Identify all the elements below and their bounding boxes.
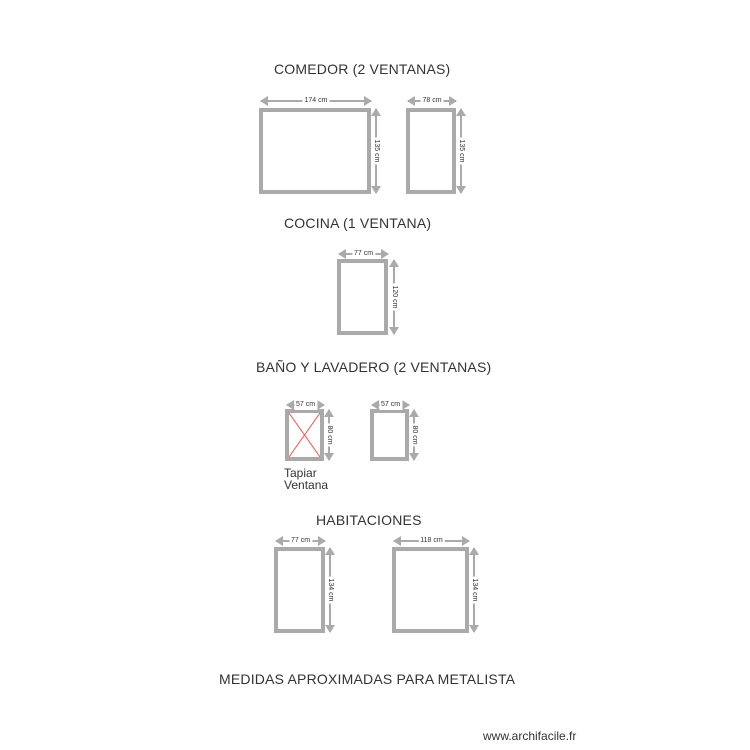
- dim-height-bano-2: [409, 410, 419, 460]
- dim-width-habitaciones-2: [394, 536, 469, 546]
- watermark: www.archifacile.fr: [483, 729, 577, 743]
- heading-habitaciones: HABITACIONES: [316, 512, 422, 528]
- heading-cocina: COCINA (1 VENTANA): [284, 215, 432, 231]
- dim-height-cocina-1: [389, 260, 399, 334]
- dim-height-habitaciones-2: [469, 548, 479, 632]
- dim-width-habitaciones-1: [276, 536, 325, 546]
- footer-note: MEDIDAS APROXIMADAS PARA METALISTA: [219, 671, 516, 687]
- dim-label: 77 cm: [290, 537, 311, 544]
- dim-width-bano-1: [287, 400, 324, 410]
- note-tapiar-line1: Tapiar: [284, 466, 317, 480]
- dim-height-bano-1: [324, 410, 334, 460]
- dim-label: 174 cm: [304, 97, 328, 104]
- note-tapiar-line2: Ventana: [284, 478, 329, 492]
- dim-label: 134 cm: [327, 578, 334, 602]
- dim-width-comedor-2: [408, 96, 456, 106]
- window-bano-2: [370, 409, 409, 461]
- dim-label: 78 cm: [422, 97, 442, 104]
- dim-label: 135 cm: [458, 139, 465, 163]
- dim-height-habitaciones-1: [325, 548, 335, 632]
- window-cocina-1: [337, 259, 388, 335]
- cross-mark-icon: [289, 413, 320, 457]
- heading-bano-lavadero: BAÑO Y LAVADERO (2 VENTANAS): [256, 359, 492, 375]
- dim-label: 134 cm: [471, 578, 478, 602]
- dim-label: 57 cm: [295, 401, 316, 408]
- dim-label: 77 cm: [353, 250, 374, 257]
- dim-label: 118 cm: [420, 537, 443, 544]
- dim-label: 80 cm: [326, 425, 333, 445]
- window-bano-1: [285, 409, 324, 461]
- dim-label: 57 cm: [380, 401, 401, 408]
- window-comedor-1: [259, 108, 371, 194]
- dim-label: 80 cm: [411, 425, 418, 445]
- dim-label: 135 cm: [373, 139, 380, 163]
- window-habitaciones-2: [392, 547, 469, 633]
- dim-width-comedor-1: [261, 96, 371, 106]
- heading-comedor: COMEDOR (2 VENTANAS): [274, 61, 451, 77]
- dim-width-bano-2: [372, 400, 409, 410]
- window-comedor-2: [406, 108, 456, 194]
- dim-height-comedor-1: [371, 109, 381, 193]
- window-habitaciones-1: [274, 547, 325, 633]
- dim-label: 120 cm: [391, 285, 398, 309]
- dim-height-comedor-2: [456, 109, 466, 193]
- dim-width-cocina-1: [339, 249, 388, 259]
